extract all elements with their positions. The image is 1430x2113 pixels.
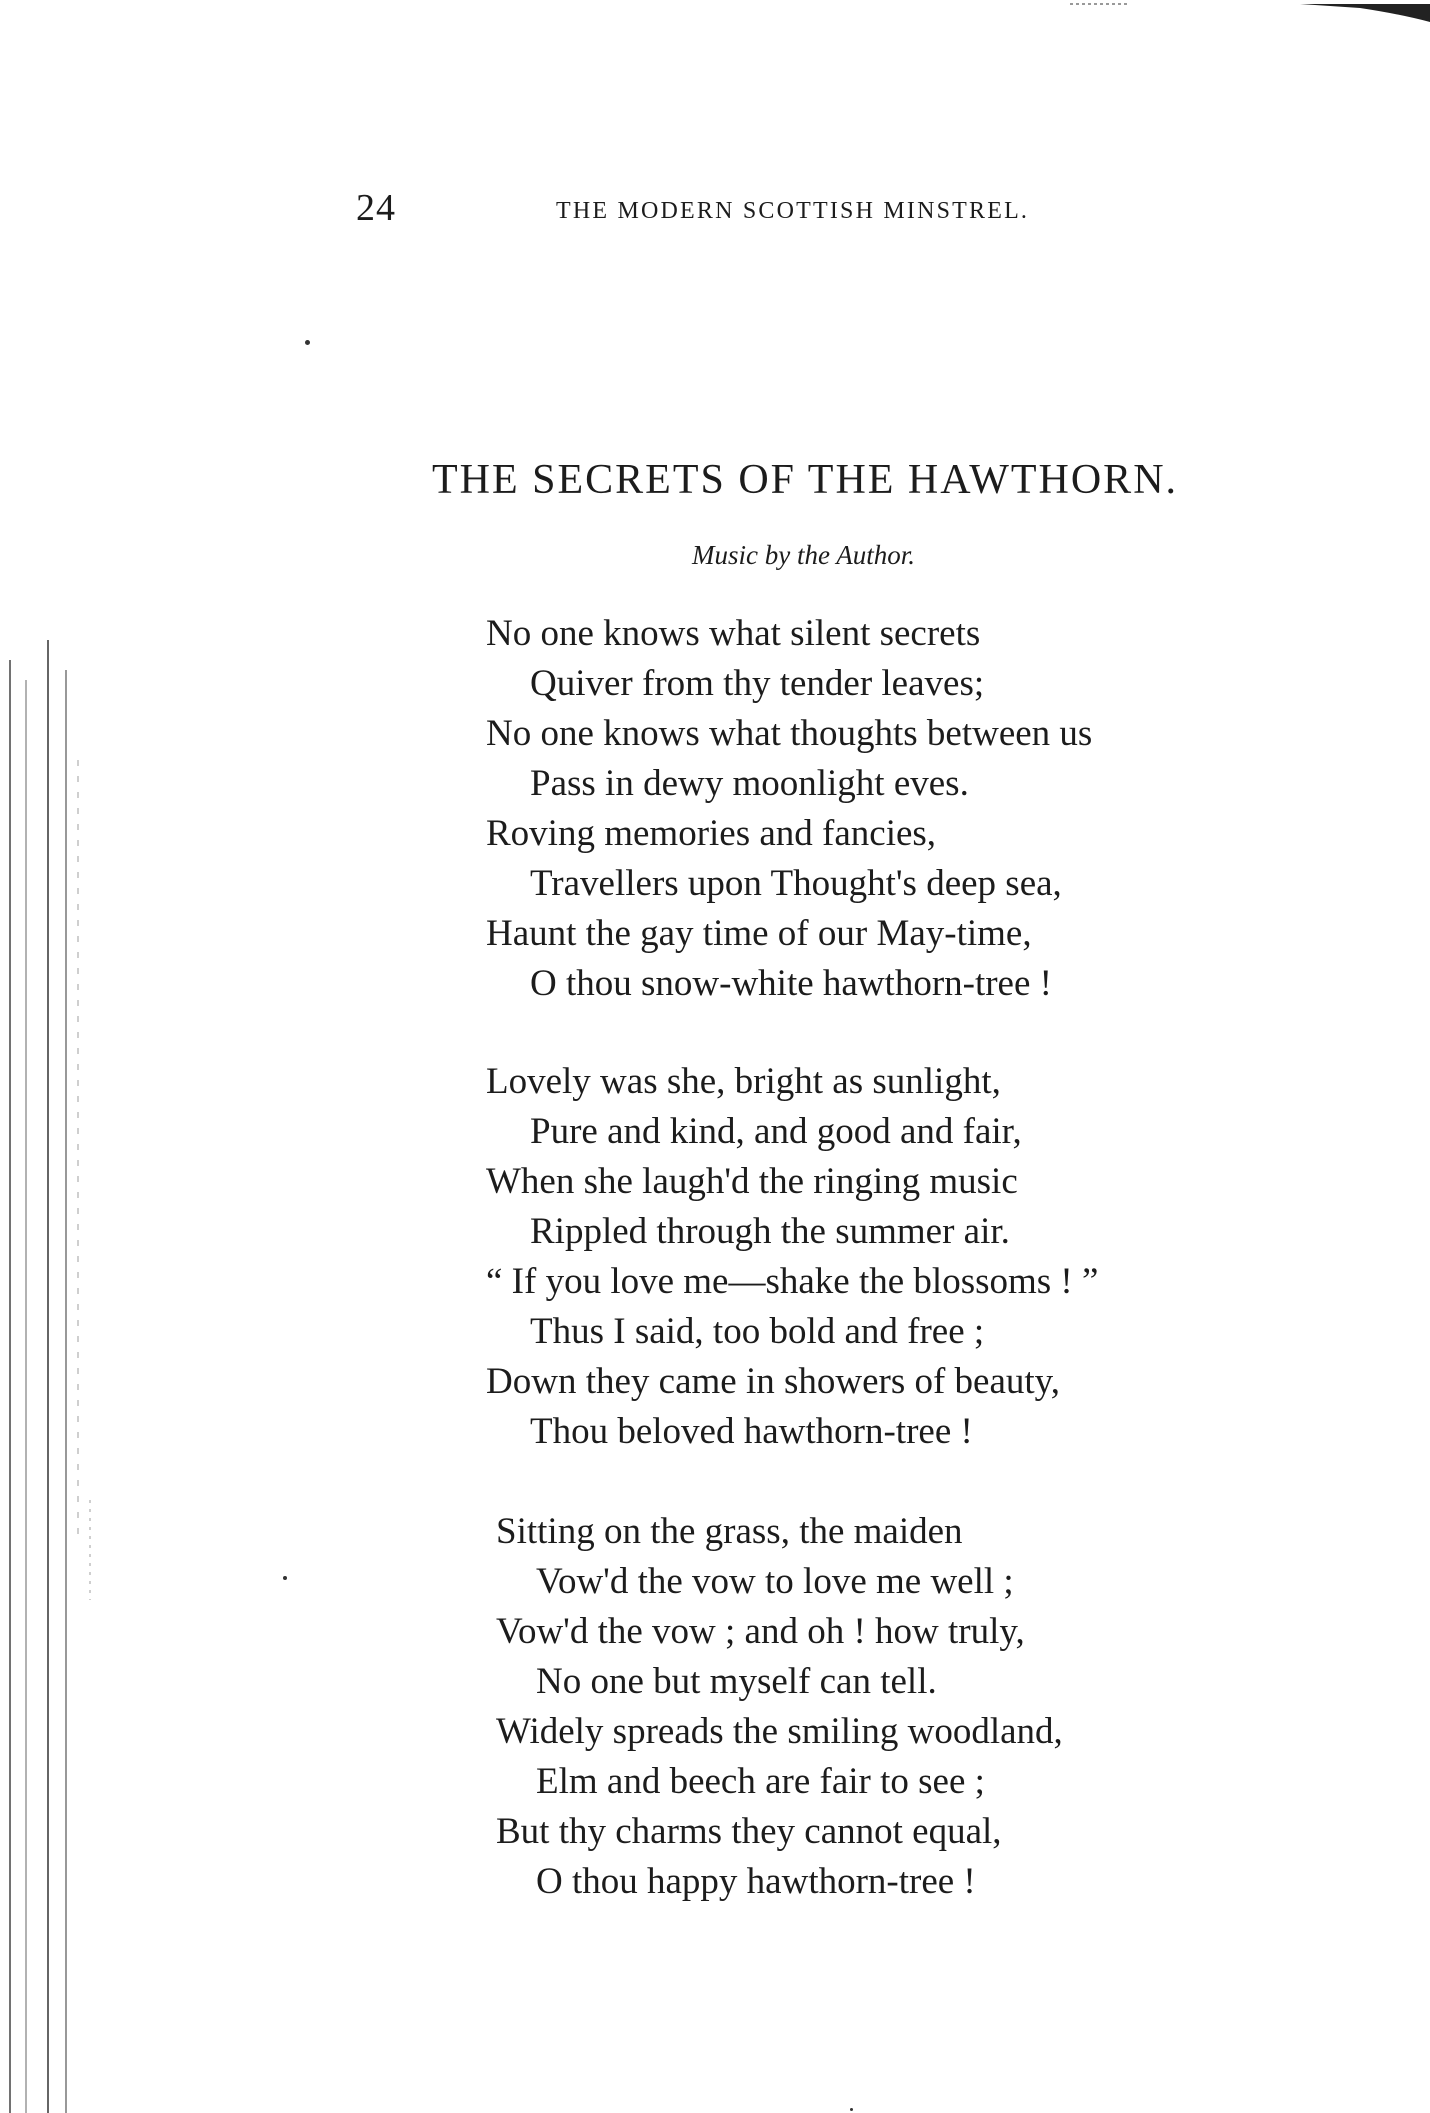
poem-line: Down they came in showers of beauty, [486,1361,1061,1402]
poem-line: Vow'd the vow ; and oh ! how truly, [496,1611,1025,1652]
poem-line: No one knows what thoughts between us [486,713,1093,754]
poem-line: Sitting on the grass, the maiden [496,1511,963,1552]
poem-line: Roving memories and fancies, [486,813,937,854]
poem-attribution: Music by the Author. [692,540,915,570]
poem-line: Thou beloved hawthorn-tree ! [530,1411,973,1452]
poem-line: “ If you love me—shake the blossoms ! ” [486,1261,1099,1302]
poem-line: When she laugh'd the ringing music [486,1161,1018,1202]
poem-line: But thy charms they cannot equal, [496,1811,1002,1852]
poem-line: O thou happy hawthorn-tree ! [536,1861,976,1902]
poem-line: Widely spreads the smiling woodland, [496,1711,1063,1752]
ink-speck [305,340,310,345]
poem-line: Elm and beech are fair to see ; [536,1761,985,1802]
poem-line: Rippled through the summer air. [530,1211,1010,1252]
stanza-3 [486,1507,1246,1907]
stanza-2 [486,1057,1246,1457]
scan-corner-decoration [1030,0,1430,40]
poem-line: Pure and kind, and good and fair, [530,1111,1022,1152]
poem-line: O thou snow-white hawthorn-tree ! [530,963,1052,1004]
running-title: THE MODERN SCOTTISH MINSTREL. [556,198,1030,224]
ink-speck [283,1576,287,1580]
poem-line: Thus I said, too bold and free ; [530,1311,985,1352]
ink-speck [850,2108,853,2111]
poem-line: Travellers upon Thought's deep sea, [530,863,1062,904]
poem-line: Haunt the gay time of our May-time, [486,913,1032,954]
poem-line: Pass in dewy moonlight eves. [530,763,969,804]
poem-line: No one knows what silent secrets [486,613,981,654]
page-number: 24 [356,187,396,229]
stanza-1 [486,609,1246,1009]
poem-line: Vow'd the vow to love me well ; [536,1561,1014,1602]
poem-line: Lovely was she, bright as sunlight, [486,1061,1001,1102]
poem-line: No one but myself can tell. [536,1661,937,1702]
binding-shadow-decoration [0,640,110,2113]
poem-title: THE SECRETS OF THE HAWTHORN. [432,457,1179,503]
poem-line: Quiver from thy tender leaves; [530,663,985,704]
